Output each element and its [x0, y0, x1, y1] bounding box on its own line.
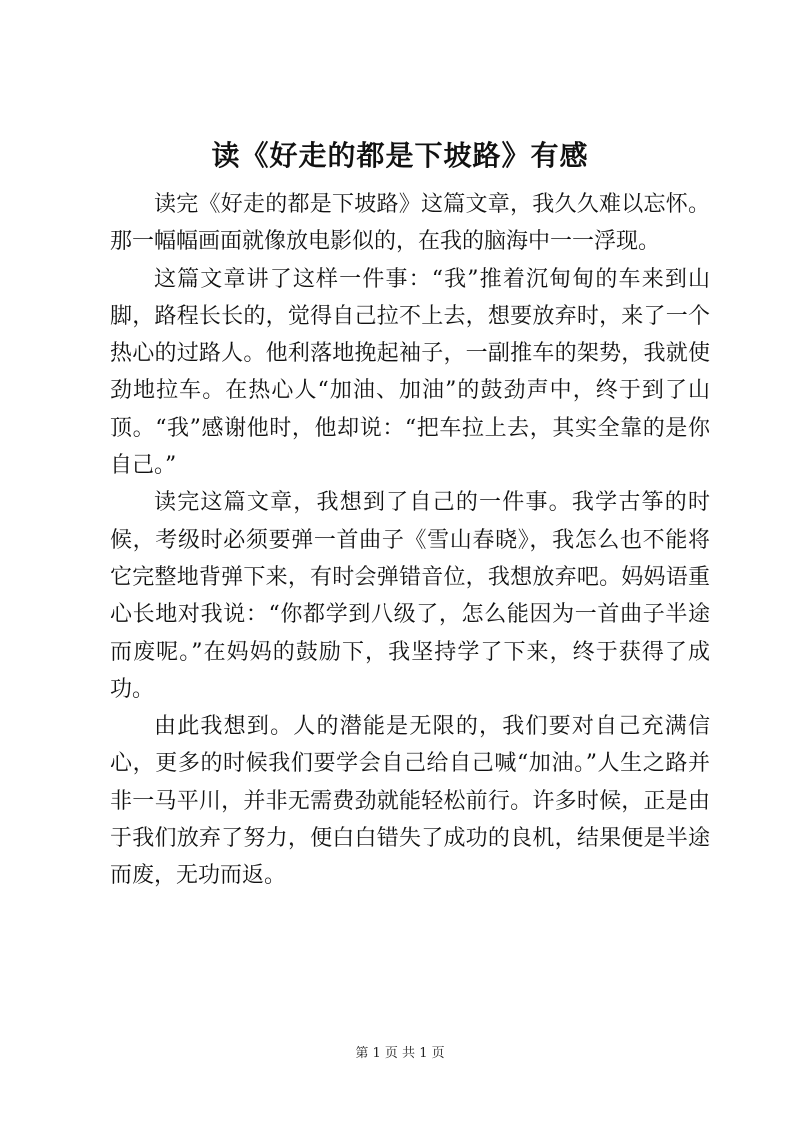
paragraph-2: 这篇文章讲了这样一件事：“我”推着沉甸甸的车来到山脚，路程长长的，觉得自己拉不上去，想要放弃时，来了一个热心的过路人。他利落地挽起袖子，一副推车的架势，我就使劲地拉车。在热心人“加油、加油”的鼓劲声中，终于到了山顶。“我”感谢他时，他却说：“把车拉上去，其实全靠的是你自己。”	[110, 266, 710, 479]
paragraph-4: 由此我想到。人的潜能是无限的，我们要对自己充满信心，更多的时候我们要学会自己给自己喊“加油。”人生之路并非一马平川，并非无需费劲就能轻松前行。许多时候，正是由于我们放弃了努力，便白白错失了成功的良机，结果便是半途而废，无功而返。	[110, 714, 710, 889]
document-title: 读《好走的都是下坡路》有感	[211, 139, 589, 172]
page-footer: 第 1 页 共 1 页	[355, 1046, 445, 1061]
document-body	[110, 186, 710, 895]
paragraph-3: 读完这篇文章，我想到了自己的一件事。我学古筝的时候，考级时必须要弹一首曲子《雪山春晓》，我怎么也不能将它完整地背弹下来，有时会弹错音位，我想放弃吧。妈妈语重心长地对我说：“你都学到八级了，怎么能因为一首曲子半途而废呢。”在妈妈的鼓励下，我坚持学了下来，终于获得了成功。	[110, 490, 710, 702]
paragraph-1: 读完《好走的都是下坡路》这篇文章，我久久难以忘怀。那一幅幅画面就像放电影似的，在我的脑海中一一浮现。	[110, 192, 710, 255]
